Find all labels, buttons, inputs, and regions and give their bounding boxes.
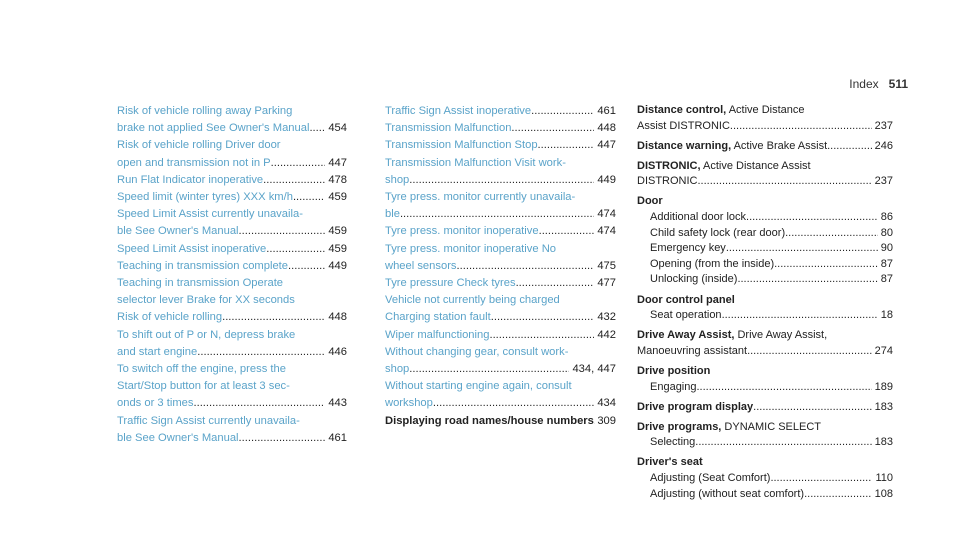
index-entry[interactable]: Speed limit (winter tyres) XXX km/h ..... 459 xyxy=(117,189,347,206)
page-ref: 474 xyxy=(597,208,616,221)
index-heading: Door control panel xyxy=(637,293,735,306)
index-entry-line[interactable]: Teaching in transmission Operate xyxy=(117,277,284,290)
index-entry[interactable]: Transmission Malfunction Stop ..... 447 xyxy=(385,137,616,154)
index-entry-line[interactable]: Without starting engine again, consult xyxy=(385,380,572,393)
index-entry[interactable]: workshop ..... 434 xyxy=(385,395,616,412)
index-subentry: Selecting ..... 183 xyxy=(637,435,893,451)
index-entry-line[interactable]: Speed Limit Assist currently unavaila- xyxy=(117,208,303,221)
index-subentry: Adjusting (Seat Comfort) ..... 110 xyxy=(637,471,893,487)
index-entry-line[interactable]: To shift out of P or N, depress brake xyxy=(117,328,296,341)
index-entry[interactable]: Tyre press. monitor inoperative ..... 474 xyxy=(385,223,616,240)
index-entry[interactable]: brake not applied See Owner's Manual ..... 454 xyxy=(117,120,347,137)
index-subentry: Emergency key ..... 90 xyxy=(637,241,893,257)
page-ref: 447 xyxy=(328,156,347,169)
index-subentry: Opening (from the inside) ..... 87 xyxy=(637,257,893,273)
index-entry[interactable]: ble ..... 474 xyxy=(385,206,616,223)
index-entry[interactable]: Charging station fault ..... 432 xyxy=(385,309,616,326)
index-entry: DISTRONIC ..... 237 xyxy=(637,174,893,190)
page-ref: 87 xyxy=(880,257,893,270)
index-entry-line[interactable]: Risk of vehicle rolling away Parking xyxy=(117,105,293,117)
index-entry-line[interactable]: Vehicle not currently being charged xyxy=(385,294,560,307)
page-ref: 461 xyxy=(597,105,616,117)
index-entry[interactable]: Speed Limit Assist inoperative ..... 459 xyxy=(117,241,347,258)
index-entry-line[interactable]: To switch off the engine, press the xyxy=(117,363,286,376)
index-entry-line[interactable]: Tyre press. monitor inoperative No xyxy=(385,242,556,255)
page-ref: 474 xyxy=(597,225,616,238)
page-ref: 274 xyxy=(874,344,893,357)
page-ref: 237 xyxy=(874,119,893,132)
index-entry-line[interactable]: Risk of vehicle rolling Driver door xyxy=(117,139,281,152)
page-ref: 90 xyxy=(880,242,893,255)
index-entry[interactable]: shop ..... 434, 447 xyxy=(385,361,616,378)
page-ref: 183 xyxy=(874,436,893,449)
page-ref: 309 xyxy=(597,414,616,427)
index-subentry: Unlocking (inside) ..... 87 xyxy=(637,272,893,288)
index-heading-entry: Displaying road names/house numbers ..... 309 xyxy=(385,413,616,430)
index-entry[interactable]: Run Flat Indicator inoperative ..... 478 xyxy=(117,172,347,189)
page-number: 511 xyxy=(888,77,908,91)
index-heading: Drive Away Assist, Drive Away Assist, xyxy=(637,329,828,342)
page-ref: 18 xyxy=(880,309,893,322)
page-ref: 110 xyxy=(875,471,893,484)
page-ref: 237 xyxy=(874,175,893,188)
index-subentry: Additional door lock ..... 86 xyxy=(637,210,893,226)
page-ref: 475 xyxy=(597,259,616,272)
index-entry: Assist DISTRONIC ..... 237 xyxy=(637,119,893,135)
index-entry[interactable]: Wiper malfunctioning ..... 442 xyxy=(385,327,616,344)
index-entry[interactable]: onds or 3 times ..... 443 xyxy=(117,395,347,412)
index-subentry: Adjusting (without seat comfort) ..... 108 xyxy=(637,487,893,503)
index-subentry: Engaging ..... 189 xyxy=(637,380,893,396)
index-heading-entry: Drive program display ..... 183 xyxy=(637,400,893,416)
page-ref: 432 xyxy=(597,311,616,324)
index-entry[interactable]: open and transmission not in P ..... 447 xyxy=(117,155,347,172)
index-entry[interactable]: wheel sensors ..... 475 xyxy=(385,258,616,275)
index-heading: Distance control, Active Distance xyxy=(637,104,805,116)
index-entry: Manoeuvring assistant ..... 274 xyxy=(637,344,893,360)
page-ref: 189 xyxy=(874,380,893,393)
page-ref: 80 xyxy=(880,226,893,239)
index-entry-line[interactable]: Traffic Sign Assist currently unavaila- xyxy=(117,414,300,427)
header-title: Index xyxy=(849,77,879,91)
index-entry[interactable]: Teaching in transmission complete ..... 449 xyxy=(117,258,347,275)
index-entry[interactable]: shop ..... 449 xyxy=(385,172,616,189)
page-ref: 459 xyxy=(328,242,347,255)
index-heading: Driver's seat xyxy=(637,456,703,469)
index-entry-line[interactable]: Transmission Malfunction Visit work- xyxy=(385,156,566,169)
page-ref: 434 xyxy=(597,397,616,410)
index-heading: Door xyxy=(637,195,663,208)
page-ref: 434, 447 xyxy=(572,363,616,376)
index-subentry: Seat operation ..... 18 xyxy=(637,308,893,324)
index-heading: Drive programs, DYNAMIC SELECT xyxy=(637,420,822,433)
page-ref: 477 xyxy=(597,277,616,290)
index-entry[interactable]: ble See Owner's Manual ..... 459 xyxy=(117,223,347,240)
page-ref: 447 xyxy=(597,139,616,152)
index-entry-line[interactable]: Tyre press. monitor currently unavaila- xyxy=(385,191,576,204)
page-ref: 461 xyxy=(328,431,347,444)
page-ref: 478 xyxy=(328,173,347,186)
page-ref: 442 xyxy=(597,328,616,341)
index-heading: Drive position xyxy=(637,364,711,377)
page-header xyxy=(849,77,908,91)
index-column-2 xyxy=(385,103,616,430)
index-entry-line[interactable]: Start/Stop button for at least 3 sec- xyxy=(117,380,290,393)
page-ref: 246 xyxy=(874,139,893,152)
page-ref: 449 xyxy=(328,259,347,272)
index-entry[interactable]: Transmission Malfunction ..... 448 xyxy=(385,120,616,137)
index-entry[interactable]: Tyre pressure Check tyres ..... 477 xyxy=(385,275,616,292)
page-ref: 448 xyxy=(597,122,616,135)
index-column-1 xyxy=(117,103,347,447)
index-entry-line[interactable]: selector lever Brake for XX seconds xyxy=(117,294,295,307)
index-subentry: Child safety lock (rear door) ..... 80 xyxy=(637,226,893,242)
page-ref: 459 xyxy=(328,191,347,204)
page-ref: 454 xyxy=(328,122,347,135)
page-ref: 449 xyxy=(597,173,616,186)
page-ref: 459 xyxy=(328,225,347,238)
page-ref: 87 xyxy=(880,273,893,286)
index-entry-line[interactable]: Without changing gear, consult work- xyxy=(385,345,569,358)
index-entry[interactable]: Traffic Sign Assist inoperative ..... 461 xyxy=(385,103,616,120)
index-heading: DISTRONIC, Active Distance Assist xyxy=(637,159,811,172)
index-entry: Distance warning, Active Brake Assist ..... 246 xyxy=(637,139,893,155)
page-ref: 448 xyxy=(328,311,347,324)
page-ref: 443 xyxy=(328,397,347,410)
page-ref: 86 xyxy=(880,211,893,224)
index-column-3 xyxy=(637,103,893,502)
index-entry[interactable]: ble See Owner's Manual ..... 461 xyxy=(117,430,347,447)
index-entry[interactable]: Risk of vehicle rolling ..... 448 xyxy=(117,309,347,326)
page-ref: 108 xyxy=(874,487,893,500)
index-entry[interactable]: and start engine ..... 446 xyxy=(117,344,347,361)
page-ref: 183 xyxy=(874,400,893,413)
page-ref: 446 xyxy=(328,345,347,358)
